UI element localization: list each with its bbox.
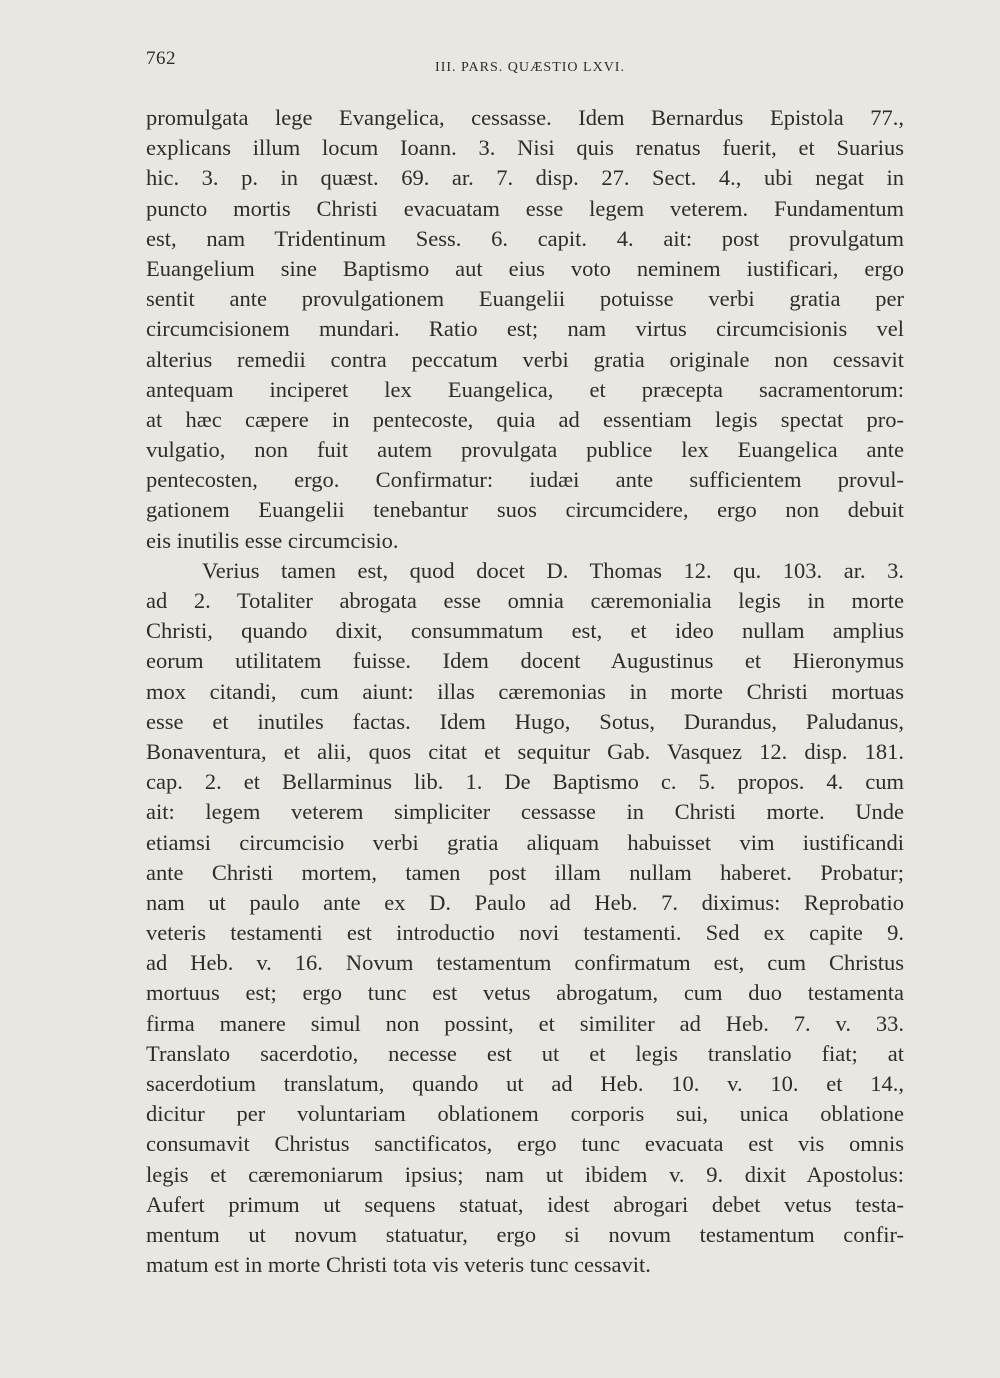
text-line: firma manere simul non possint, et similiter ad Heb. 7. v. 33. [146, 1010, 904, 1036]
text-line: explicans illum locum Ioann. 3. Nisi quis renatus fuerit, et Suarius [146, 135, 904, 161]
page-number: 762 [146, 48, 176, 69]
text-line: mentum ut novum statuatur, ergo si novum testamentum confir- [146, 1221, 904, 1247]
text-line: vulgatio, non fuit autem provulgata publice lex Euangelica ante [146, 437, 904, 463]
text-line: sacerdotium translatum, quando ut ad Heb. 10. v. 10. et 14., [146, 1071, 904, 1096]
text-line: Verius tamen est, quod docet D. Thomas 12. qu. 103. ar. 3. [202, 557, 904, 583]
text-line: puncto mortis Christi evacuatam esse legem veterem. Fundamentum [146, 195, 904, 221]
text-line: eorum utilitatem fuisse. Idem docent Augustinus et Hieronymus [146, 648, 904, 674]
text-line: cap. 2. et Bellarminus lib. 1. De Baptismo c. 5. propos. 4. cum [146, 769, 904, 795]
text-line: antequam inciperet lex Euangelica, et præcepta sacramentorum: [146, 376, 904, 402]
text-line: circumcisionem mundari. Ratio est; nam virtus circumcisionis vel [146, 316, 904, 342]
text-line: Translato sacerdotio, necesse est ut et legis translatio fiat; at [146, 1040, 904, 1066]
paragraph [146, 103, 904, 556]
text-line: ante Christi mortem, tamen post illam nullam haberet. Probatur; [146, 859, 904, 885]
text-line: dicitur per voluntariam oblationem corporis sui, unica oblatione [146, 1101, 904, 1127]
text-line: sentit ante provulgationem Euangelii potuisse verbi gratia per [146, 286, 904, 312]
text-line: Christi, quando dixit, consummatum est, et ideo nullam amplius [146, 618, 904, 644]
text-line: legis et cæremoniarum ipsius; nam ut ibidem v. 9. dixit Apostolus: [146, 1161, 904, 1187]
text-line: at hæc cæpere in pentecoste, quia ad essentiam legis spectat pro- [146, 406, 904, 432]
body-text [146, 103, 904, 1280]
text-line: hic. 3. p. in quæst. 69. ar. 7. disp. 27. Sect. 4., ubi negat in [146, 165, 904, 191]
text-line: Euangelium sine Baptismo aut eius voto neminem iustificari, ergo [146, 255, 904, 281]
text-line: matum est in morte Christi tota vis veteris tunc cessavit. [146, 1252, 651, 1278]
text-line: Aufert primum ut sequens statuat, idest abrogari debet vetus testa- [146, 1191, 904, 1217]
text-line: Bonaventura, et alii, quos citat et sequitur Gab. Vasquez 12. disp. 181. [146, 738, 904, 764]
text-line: esse et inutiles factas. Idem Hugo, Sotus, Durandus, Paludanus, [146, 708, 904, 734]
text-line: mortuus est; ergo tunc est vetus abrogatum, cum duo testamenta [146, 980, 904, 1006]
paragraph [146, 556, 904, 1281]
text-line: mox citandi, cum aiunt: illas cæremonias in morte Christi mortuas [146, 678, 904, 704]
text-line: consumavit Christus sanctificatos, ergo tunc evacuata est vis omnis [146, 1131, 904, 1157]
text-line: nam ut paulo ante ex D. Paulo ad Heb. 7. diximus: Reprobatio [146, 889, 904, 915]
text-line: ait: legem veterem simpliciter cessasse in Christi morte. Unde [146, 799, 904, 825]
running-head: III. PARS. QUÆSTIO LXVI. [435, 60, 625, 75]
text-line: alterius remedii contra peccatum verbi gratia originale non cessavit [146, 346, 904, 372]
text-line: est, nam Tridentinum Sess. 6. capit. 4. ait: post provulgatum [146, 225, 904, 251]
text-line: pentecosten, ergo. Confirmatur: iudæi ante sufficientem provul- [146, 467, 904, 493]
text-line: ad 2. Totaliter abrogata esse omnia cæremonialia legis in morte [146, 588, 904, 613]
text-line: gationem Euangelii tenebantur suos circumcidere, ergo non debuit [146, 497, 904, 523]
text-line: etiamsi circumcisio verbi gratia aliquam habuisset vim iustificandi [146, 829, 904, 855]
text-line: veteris testamenti est introductio novi testamenti. Sed ex capite 9. [146, 920, 904, 946]
text-line: promulgata lege Evangelica, cessasse. Idem Bernardus Epistola 77., [146, 105, 904, 130]
text-line: eis inutilis esse circumcisio. [146, 527, 399, 553]
text-line: ad Heb. v. 16. Novum testamentum confirmatum est, cum Christus [146, 950, 904, 976]
